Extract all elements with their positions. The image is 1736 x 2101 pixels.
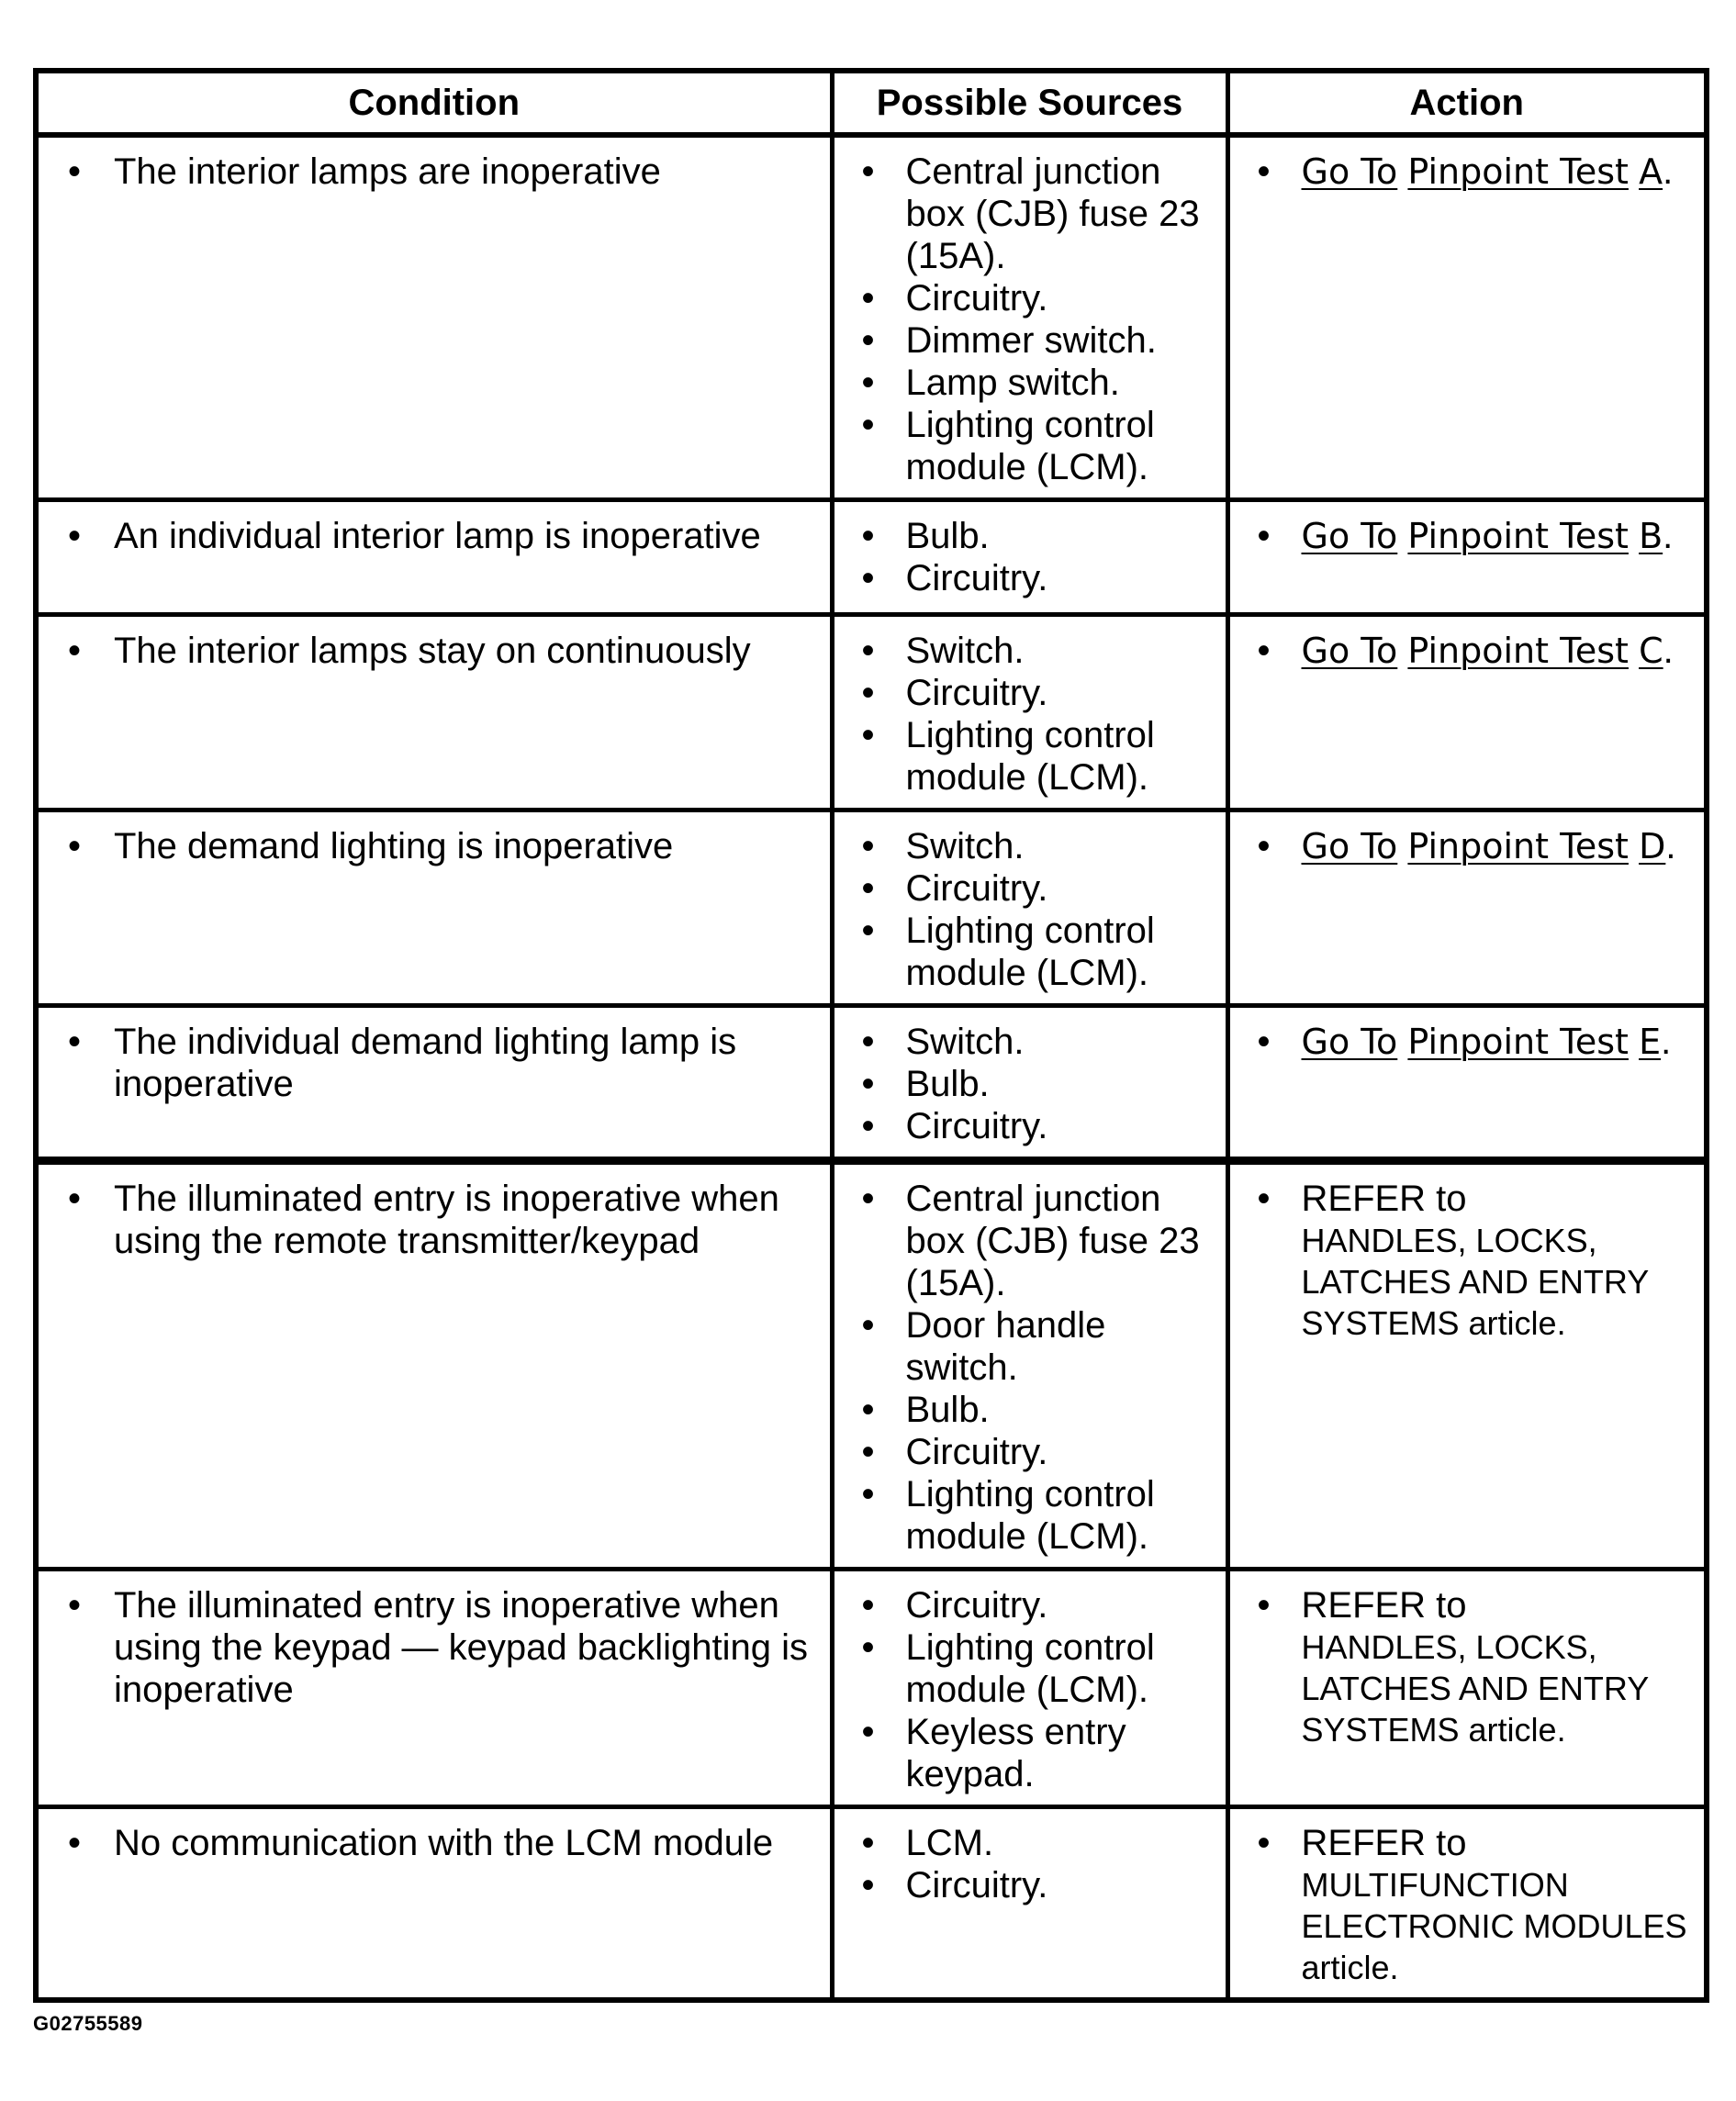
condition-text: • The individual demand lighting lamp is inoperative — [50, 1021, 819, 1105]
sources-cell — [832, 135, 1227, 500]
sources-cell — [832, 1807, 1227, 2001]
condition-text: • An individual interior lamp is inoperative — [50, 515, 819, 557]
condition-cell — [36, 615, 832, 810]
source-item: • Lighting control module (LCM). — [846, 714, 1215, 799]
action-suffix: . — [1663, 151, 1674, 192]
source-item: • Central junction box (CJB) fuse 23 (15A). — [846, 1178, 1215, 1304]
table-row — [36, 135, 1707, 500]
header-action: Action — [1227, 71, 1707, 135]
refer-to-text: • REFER to — [1301, 1179, 1467, 1219]
condition-text: • The illuminated entry is inoperative when using the remote transmitter/keypad — [50, 1178, 819, 1262]
pinpoint-test-id-link[interactable]: B — [1639, 516, 1663, 556]
source-item: • Switch. — [846, 630, 1215, 672]
condition-cell — [36, 1006, 832, 1161]
figure-id: G02755589 — [33, 2012, 143, 2035]
article-reference: HANDLES, LOCKS, LATCHES AND ENTRY SYSTEMS article. — [1301, 1628, 1649, 1749]
go-to-link[interactable]: Go To — [1301, 1022, 1398, 1062]
condition-cell — [36, 1161, 832, 1570]
action-cell — [1227, 1161, 1707, 1570]
pinpoint-test-id-link[interactable]: E — [1639, 1022, 1662, 1062]
table-row — [36, 1807, 1707, 2001]
action-item — [1241, 1584, 1694, 1750]
source-item: • Switch. — [846, 1021, 1215, 1063]
source-item: • Keyless entry keypad. — [846, 1711, 1215, 1795]
pinpoint-test-id-link[interactable]: D — [1639, 826, 1666, 866]
source-item: • Switch. — [846, 825, 1215, 867]
go-to-link[interactable]: Go To — [1301, 631, 1398, 671]
header-condition: Condition — [36, 71, 832, 135]
table-row — [36, 810, 1707, 1006]
condition-cell — [36, 500, 832, 615]
table-row — [36, 500, 1707, 615]
go-to-link[interactable]: Go To — [1301, 516, 1398, 556]
refer-to-text: • REFER to — [1301, 1823, 1467, 1863]
condition-text: • No communication with the LCM module — [50, 1822, 819, 1864]
go-to-link[interactable]: Go To — [1301, 826, 1398, 866]
action-cell — [1227, 500, 1707, 615]
pinpoint-test-link[interactable]: Pinpoint Test — [1407, 151, 1629, 192]
table-row — [36, 1161, 1707, 1570]
source-item: • Circuitry. — [846, 672, 1215, 714]
sources-cell — [832, 810, 1227, 1006]
table-row — [36, 1570, 1707, 1807]
condition-text: • The interior lamps stay on continuously — [50, 630, 819, 672]
source-item: • LCM. — [846, 1822, 1215, 1864]
sources-cell — [832, 500, 1227, 615]
source-item: • Circuitry. — [846, 867, 1215, 910]
table-row — [36, 1006, 1707, 1161]
source-item: • Circuitry. — [846, 1584, 1215, 1626]
pinpoint-test-link[interactable]: Pinpoint Test — [1407, 631, 1629, 671]
source-item: • Bulb. — [846, 1389, 1215, 1431]
condition-cell — [36, 135, 832, 500]
action-item — [1241, 825, 1694, 867]
sources-cell — [832, 615, 1227, 810]
source-item: • Bulb. — [846, 1063, 1215, 1105]
condition-text: • The illuminated entry is inoperative when using the keypad — keypad backlighting is inoperative — [50, 1584, 819, 1711]
action-item — [1241, 515, 1694, 557]
symptom-chart-table — [33, 68, 1709, 2003]
source-item: • Central junction box (CJB) fuse 23 (15A). — [846, 151, 1215, 277]
source-item: • Lighting control module (LCM). — [846, 404, 1215, 488]
condition-text: • The demand lighting is inoperative — [50, 825, 819, 867]
action-item — [1241, 1178, 1694, 1344]
pinpoint-test-link[interactable]: Pinpoint Test — [1407, 516, 1629, 556]
source-item: • Circuitry. — [846, 1105, 1215, 1147]
action-item — [1241, 1021, 1694, 1063]
article-reference: HANDLES, LOCKS, LATCHES AND ENTRY SYSTEMS article. — [1301, 1222, 1649, 1342]
action-cell — [1227, 1570, 1707, 1807]
action-cell — [1227, 810, 1707, 1006]
pinpoint-test-link[interactable]: Pinpoint Test — [1407, 1022, 1629, 1062]
condition-cell — [36, 810, 832, 1006]
action-cell — [1227, 615, 1707, 810]
action-cell — [1227, 1807, 1707, 2001]
source-item: • Circuitry. — [846, 277, 1215, 319]
source-item: • Bulb. — [846, 515, 1215, 557]
pinpoint-test-link[interactable]: Pinpoint Test — [1407, 826, 1629, 866]
header-possible-sources: Possible Sources — [832, 71, 1227, 135]
condition-cell — [36, 1570, 832, 1807]
pinpoint-test-id-link[interactable]: A — [1639, 151, 1663, 192]
action-cell — [1227, 1006, 1707, 1161]
source-item: • Circuitry. — [846, 1864, 1215, 1906]
condition-text: • The interior lamps are inoperative — [50, 151, 819, 193]
source-item: • Circuitry. — [846, 1431, 1215, 1473]
source-item: • Lighting control module (LCM). — [846, 910, 1215, 994]
article-reference: MULTIFUNCTION ELECTRONIC MODULES article. — [1301, 1866, 1687, 1986]
action-item — [1241, 151, 1694, 193]
sources-cell — [832, 1161, 1227, 1570]
action-suffix: . — [1663, 631, 1674, 671]
refer-to-text: • REFER to — [1301, 1585, 1467, 1626]
table-row — [36, 615, 1707, 810]
sources-cell — [832, 1570, 1227, 1807]
go-to-link[interactable]: Go To — [1301, 151, 1398, 192]
action-item — [1241, 630, 1694, 672]
source-item: • Door handle switch. — [846, 1304, 1215, 1389]
source-item: • Lamp switch. — [846, 362, 1215, 404]
pinpoint-test-id-link[interactable]: C — [1639, 631, 1663, 671]
sources-cell — [832, 1006, 1227, 1161]
action-cell — [1227, 135, 1707, 500]
condition-cell — [36, 1807, 832, 2001]
action-item — [1241, 1822, 1694, 1988]
source-item: • Lighting control module (LCM). — [846, 1626, 1215, 1711]
action-suffix: . — [1665, 826, 1676, 866]
source-item: • Circuitry. — [846, 557, 1215, 599]
source-item: • Lighting control module (LCM). — [846, 1473, 1215, 1558]
action-suffix: . — [1663, 516, 1674, 556]
action-suffix: . — [1661, 1022, 1672, 1062]
header-row — [36, 71, 1707, 135]
source-item: • Dimmer switch. — [846, 319, 1215, 362]
